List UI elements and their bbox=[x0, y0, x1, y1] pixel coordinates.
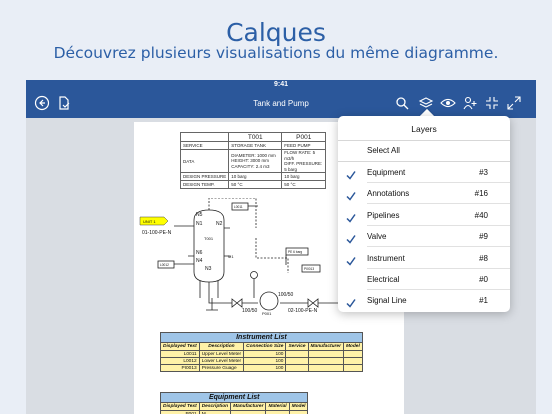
checkmark-icon bbox=[346, 231, 356, 241]
equipment-header-table bbox=[180, 132, 326, 189]
instrument-l0011-label: L0011 bbox=[234, 205, 243, 209]
fit-icon[interactable] bbox=[484, 95, 500, 111]
table-cell: L0011 bbox=[161, 351, 200, 358]
column-header: Description bbox=[199, 343, 243, 351]
table-cell: Lower Level Meter bbox=[199, 358, 243, 365]
checkmark-icon bbox=[346, 210, 356, 220]
column-header: Manufacturer bbox=[308, 343, 343, 351]
header-t001: T001 bbox=[229, 133, 282, 142]
file-icon[interactable] bbox=[56, 95, 72, 111]
pump-tag: P001 bbox=[262, 311, 272, 316]
layer-label: Signal Line bbox=[367, 296, 407, 306]
table-cell bbox=[308, 351, 343, 358]
table-header-row bbox=[161, 403, 308, 411]
table-header-row bbox=[161, 343, 363, 351]
valve-size-label: 100/50 bbox=[242, 308, 258, 314]
search-icon[interactable] bbox=[394, 95, 410, 111]
pid-diagram[interactable] bbox=[138, 198, 348, 316]
cell-value: DIAMETER: 1000 mm HEIGHT: 3000 mm CAPACITY: 2.4 m3 bbox=[229, 150, 282, 173]
layer-count: #1 bbox=[479, 296, 488, 306]
table-row bbox=[161, 358, 363, 365]
layers-title: Layers bbox=[411, 124, 437, 134]
checkmark-icon bbox=[346, 167, 356, 177]
hero-subtitle: Découvrez plusieurs visualisations du même diagramme. bbox=[53, 44, 499, 62]
column-header: Displayed Text bbox=[161, 403, 200, 411]
divider bbox=[338, 140, 510, 141]
column-header: Manufacturer bbox=[231, 403, 266, 411]
column-header: Material bbox=[266, 403, 289, 411]
table-cell bbox=[343, 358, 362, 365]
table-cell bbox=[308, 365, 343, 372]
layer-label: Equipment bbox=[367, 168, 406, 177]
checkmark-icon bbox=[346, 253, 356, 263]
row-label: DESIGN TEMP. bbox=[181, 181, 229, 189]
column-header: Service bbox=[286, 343, 308, 351]
motor-m1-label: M1 bbox=[228, 254, 234, 259]
table-cell bbox=[289, 411, 308, 414]
layers-popover bbox=[338, 116, 510, 312]
row-label: DATA bbox=[181, 150, 229, 173]
table-cell: 100 bbox=[244, 365, 286, 372]
layer-label: Instrument bbox=[367, 253, 405, 263]
table-cell: PI0013 bbox=[161, 365, 200, 372]
table-cell bbox=[308, 358, 343, 365]
hero-banner bbox=[0, 0, 552, 80]
table-cell: Upper Level Meter bbox=[199, 351, 243, 358]
table-cell: 100 bbox=[244, 351, 286, 358]
hero-title: Calques bbox=[226, 18, 326, 47]
signal-line bbox=[256, 238, 288, 273]
nozzle-n2: N2 bbox=[216, 221, 223, 227]
layer-item-valve[interactable] bbox=[338, 226, 510, 247]
cell-value: 50 °C bbox=[282, 181, 326, 189]
nozzle-n1: N1 bbox=[196, 221, 203, 227]
table-cell bbox=[343, 351, 362, 358]
layer-count: #0 bbox=[479, 275, 488, 284]
layer-item-annotations[interactable] bbox=[338, 183, 510, 204]
header-blank bbox=[181, 133, 229, 142]
instrument-list-title: Instrument List bbox=[160, 332, 363, 342]
instrument-l0012-label: L0012 bbox=[160, 263, 169, 267]
equipment-list-table bbox=[160, 392, 308, 414]
inlet-line-label: 01-100-PE-N bbox=[142, 230, 172, 236]
table-row bbox=[161, 351, 363, 358]
pump bbox=[260, 292, 278, 310]
valve bbox=[308, 299, 318, 307]
table-cell: P001 bbox=[161, 411, 200, 414]
cell-value: 50 °C bbox=[229, 181, 282, 189]
status-time: 9:41 bbox=[273, 81, 288, 88]
layer-count: #3 bbox=[479, 168, 488, 177]
nozzle-n6: N6 bbox=[196, 250, 203, 256]
instrument-pi0013-label: PI0013 bbox=[304, 267, 315, 271]
expand-icon[interactable] bbox=[506, 95, 522, 111]
table-cell: L0012 bbox=[161, 358, 200, 365]
document-title: Tank and Pump bbox=[253, 99, 309, 108]
outlet-line-label: 02-100-PE-N bbox=[288, 308, 318, 314]
layer-item-instrument[interactable] bbox=[338, 248, 510, 269]
tank-tag: T001 bbox=[204, 236, 214, 241]
app-window bbox=[26, 80, 536, 414]
row-label: SERVICE bbox=[181, 142, 229, 150]
valve bbox=[232, 299, 242, 307]
table-cell bbox=[286, 365, 308, 372]
table-row bbox=[161, 365, 363, 372]
table-cell bbox=[231, 411, 266, 414]
cell-value: 10 barg bbox=[282, 173, 326, 181]
layer-label: Annotations bbox=[367, 189, 410, 199]
checkmark-icon bbox=[346, 274, 356, 284]
column-header: Displayed Text bbox=[161, 343, 200, 351]
table-cell bbox=[343, 365, 362, 372]
layer-count: #40 bbox=[474, 210, 488, 220]
layer-label: Pipelines bbox=[367, 210, 400, 220]
layer-count: #16 bbox=[474, 189, 488, 199]
add-person-icon[interactable] bbox=[462, 95, 478, 111]
nozzle-n4: N4 bbox=[196, 258, 203, 264]
layer-count: #8 bbox=[479, 253, 488, 263]
cell-value: STORAGE TANK bbox=[229, 142, 282, 150]
layer-item-signal-line[interactable] bbox=[338, 290, 510, 311]
layer-item-equipment[interactable] bbox=[338, 162, 510, 183]
back-icon[interactable] bbox=[34, 95, 50, 111]
nozzle-n5: N5 bbox=[196, 212, 203, 218]
table-cell bbox=[286, 351, 308, 358]
column-header: Model bbox=[289, 403, 308, 411]
cell-value: FLOW RATE: 5 m3/h DIFF. PRESSURE: 5 barg bbox=[282, 150, 326, 173]
top-bar bbox=[26, 80, 536, 118]
checkmark-icon bbox=[346, 295, 356, 305]
column-header: Connection Size bbox=[244, 343, 286, 351]
motor bbox=[251, 272, 258, 279]
select-all-button[interactable]: Select All bbox=[367, 146, 400, 155]
checkmark-icon bbox=[346, 188, 356, 198]
instrument-fe-label: PE 6 barg bbox=[288, 250, 303, 254]
nozzle-n3: N3 bbox=[205, 266, 212, 272]
table-cell bbox=[286, 358, 308, 365]
instrument-list-table bbox=[160, 332, 363, 372]
cell-value: 10 barg bbox=[229, 173, 282, 181]
cell-value: FEED PUMP bbox=[282, 142, 326, 150]
equipment-list-title: Equipment List bbox=[160, 392, 308, 402]
layer-label: Electrical bbox=[367, 275, 400, 284]
column-header: Model bbox=[343, 343, 362, 351]
layer-label: Valve bbox=[367, 232, 387, 242]
pump-size-label: 100/50 bbox=[278, 292, 294, 298]
table-row bbox=[161, 411, 308, 414]
table-cell: Pressure Guage bbox=[199, 365, 243, 372]
layer-item-electrical[interactable] bbox=[338, 269, 510, 290]
table-cell: M bbox=[199, 411, 230, 414]
eye-icon[interactable] bbox=[440, 95, 456, 111]
layer-item-pipelines[interactable] bbox=[338, 205, 510, 226]
table-cell bbox=[266, 411, 289, 414]
row-label: DESIGN PRESSURE bbox=[181, 173, 229, 181]
column-header: Description bbox=[199, 403, 230, 411]
header-p001: P001 bbox=[282, 133, 326, 142]
unit-tag-label: UNIT 1 bbox=[143, 219, 156, 224]
table-cell: 100 bbox=[244, 358, 286, 365]
layer-count: #9 bbox=[479, 232, 488, 242]
